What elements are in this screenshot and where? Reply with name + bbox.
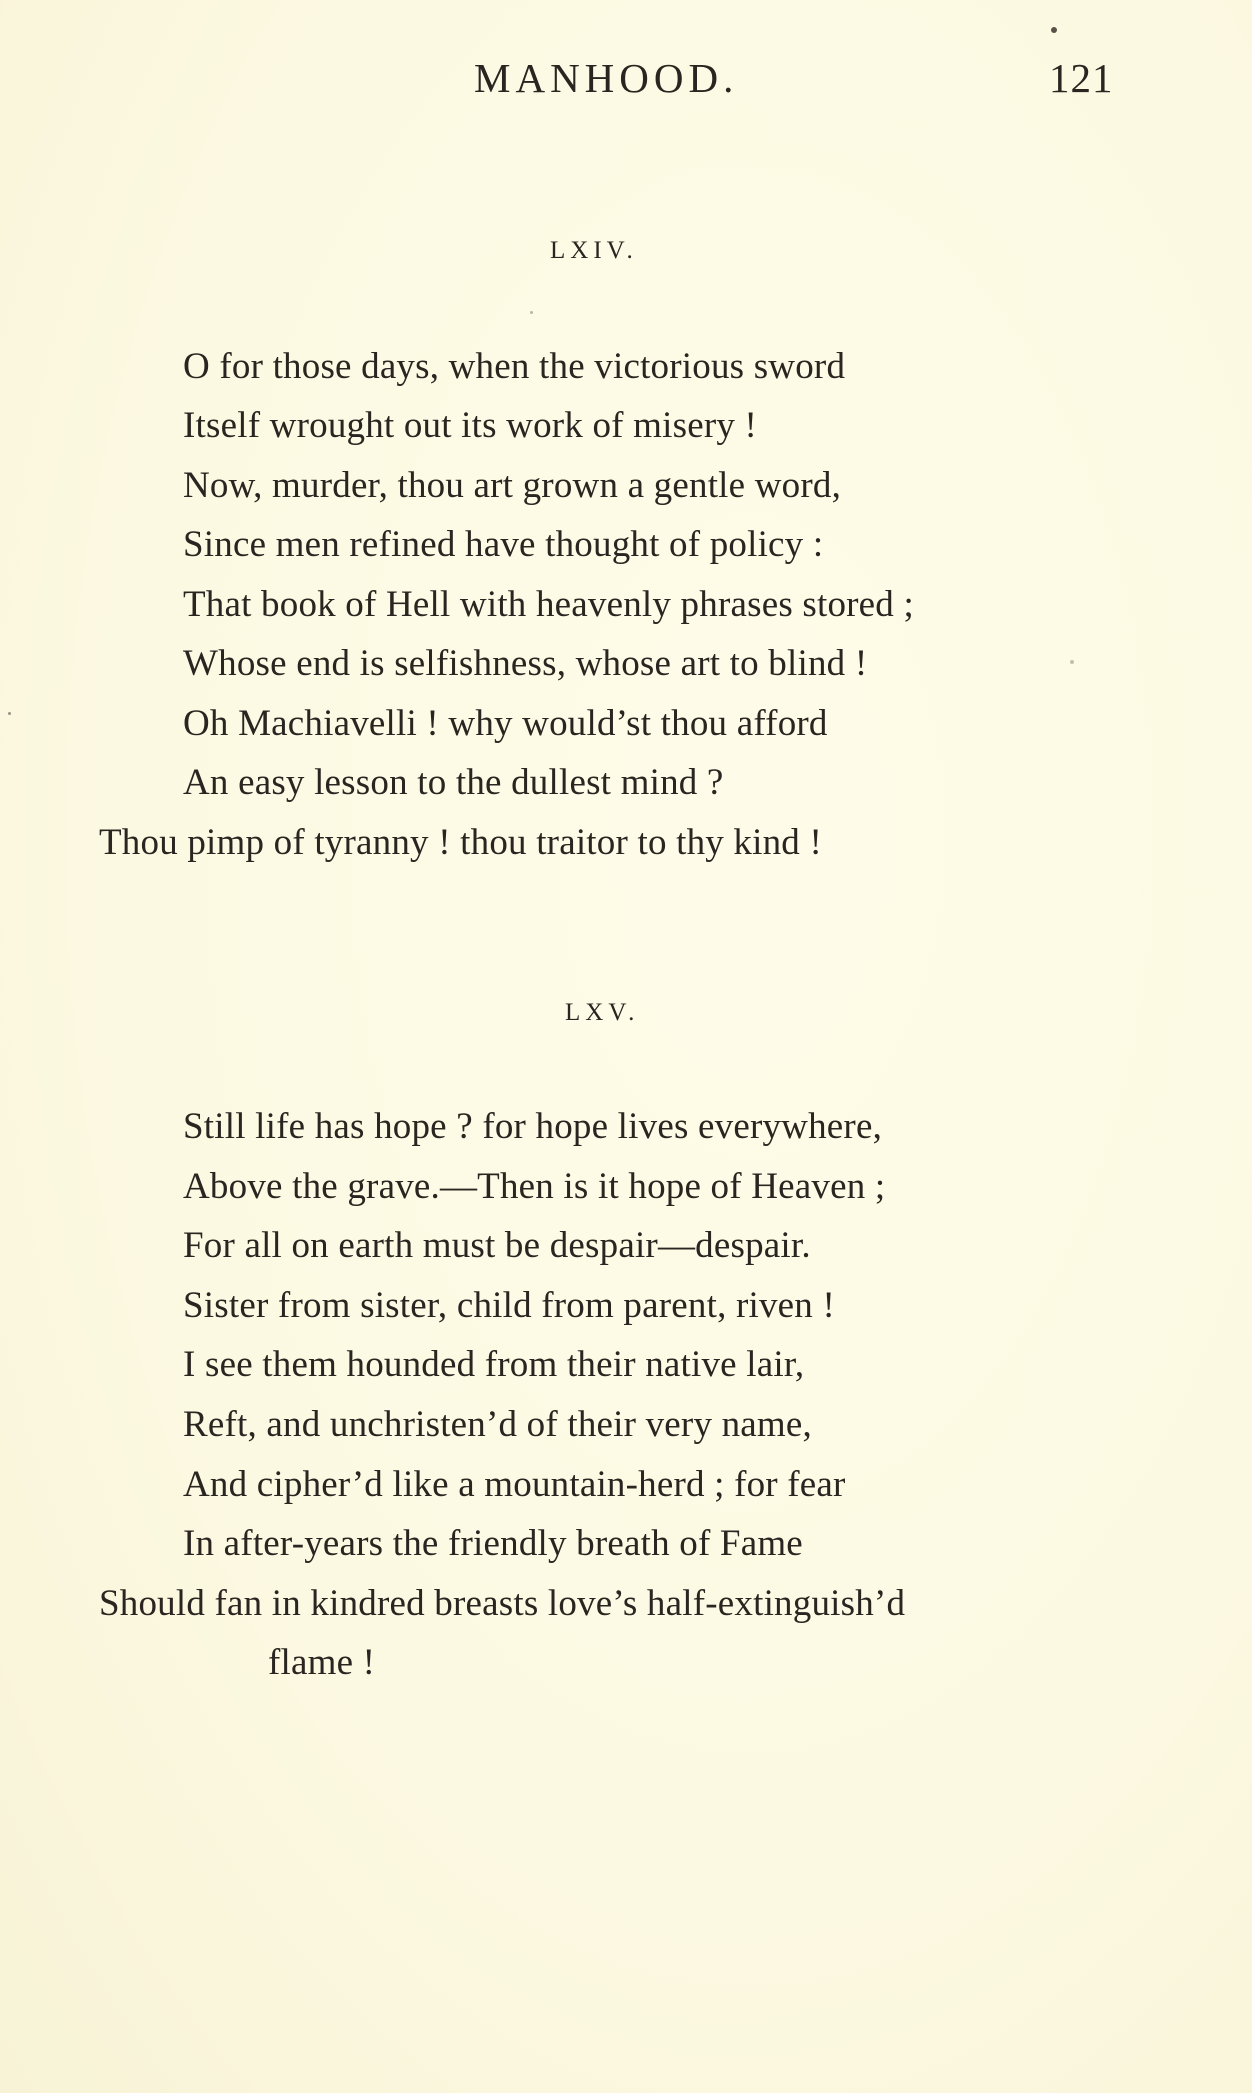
- verse-line: In after-years the friendly breath of Fame: [183, 1523, 803, 1564]
- page-number: 121: [1049, 55, 1114, 101]
- verse-line: Should fan in kindred breasts love’s half-extinguish’d: [99, 1583, 906, 1624]
- verse-line: Thou pimp of tyranny ! thou traitor to thy kind !: [99, 822, 822, 863]
- verse-line: And cipher’d like a mountain-herd ; for fear: [183, 1464, 846, 1505]
- ink-speck: [1070, 660, 1074, 664]
- verse-line: Above the grave.—Then is it hope of Heaven ;: [183, 1166, 886, 1207]
- stanza-number: LXV.: [565, 999, 640, 1026]
- verse-line: Reft, and unchristen’d of their very name,: [183, 1404, 812, 1445]
- verse-line: I see them hounded from their native lair,: [183, 1344, 805, 1385]
- verse-line: O for those days, when the victorious sword: [183, 346, 846, 387]
- verse-line: Oh Machiavelli ! why would’st thou afford: [183, 703, 828, 744]
- verse-line: Sister from sister, child from parent, riven !: [183, 1285, 835, 1326]
- verse-line: Whose end is selfishness, whose art to blind !: [183, 643, 868, 684]
- verse-line: Now, murder, thou art grown a gentle word,: [183, 465, 842, 506]
- verse-line: Since men refined have thought of policy :: [183, 524, 824, 565]
- verse-line: For all on earth must be despair—despair.: [183, 1225, 811, 1266]
- verse-line: An easy lesson to the dullest mind ?: [183, 762, 724, 803]
- running-title: MANHOOD.: [474, 55, 739, 101]
- ink-speck: [1051, 27, 1057, 33]
- verse-line: That book of Hell with heavenly phrases stored ;: [183, 584, 914, 625]
- ink-speck: [530, 311, 533, 314]
- verse-line: Still life has hope ? for hope lives everywhere,: [183, 1106, 883, 1147]
- stanza-number: LXIV.: [550, 237, 638, 264]
- verse-line: Itself wrought out its work of misery !: [183, 405, 758, 446]
- verse-line-continuation: flame !: [268, 1642, 376, 1683]
- ink-speck: [8, 712, 11, 715]
